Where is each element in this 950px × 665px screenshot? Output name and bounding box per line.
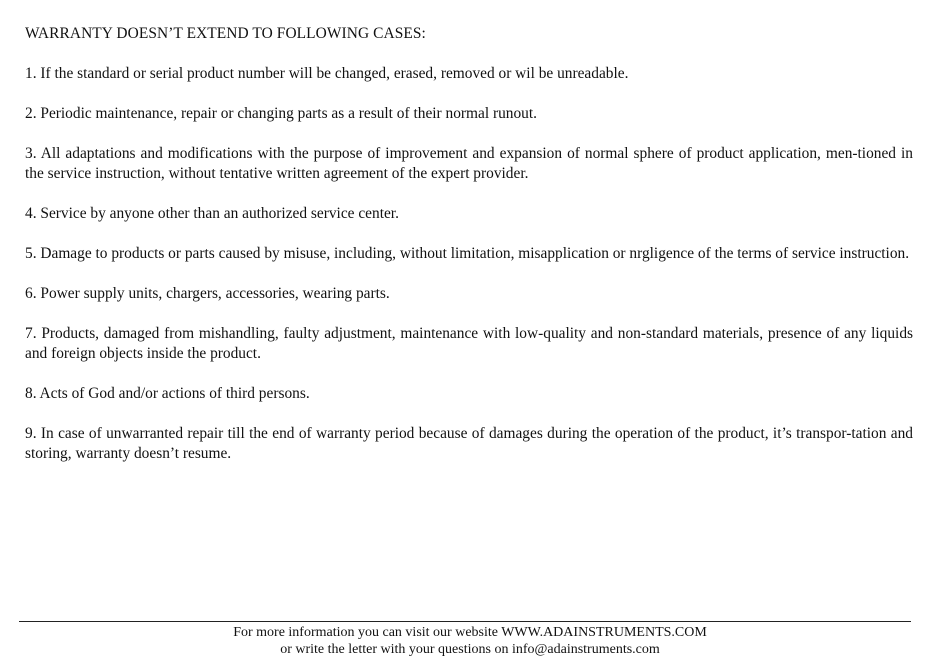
list-item: 6. Power supply units, chargers, accessories, wearing parts. (25, 285, 390, 302)
warranty-exclusions-list (25, 64, 913, 464)
warranty-heading: WARRANTY DOESN’T EXTEND TO FOLLOWING CASES: (25, 25, 426, 42)
list-item: 9. In case of unwarranted repair till the end of warranty period because of damages during the operation of the product, it’s transpor-tation and storing, warranty doesn’t resume. (25, 425, 913, 462)
warranty-document (25, 24, 913, 484)
footer-email-line: or write the letter with your questions on info@adainstruments.com (280, 642, 660, 657)
list-item: 4. Service by anyone other than an authorized service center. (25, 205, 399, 222)
list-item: 3. All adaptations and modifications with the purpose of improvement and expansion of normal sphere of product application, men-tioned in the service instruction, without tentative written agreement of the expert provider. (25, 145, 913, 182)
footer-divider (19, 621, 911, 622)
footer (0, 624, 940, 658)
list-item: 5. Damage to products or parts caused by misuse, including, without limitation, misapplication or nrgligence of the terms of service instruction. (25, 245, 910, 262)
list-item: 7. Products, damaged from mishandling, faulty adjustment, maintenance with low-quality and non-standard materials, presence of any liquids and foreign objects inside the product. (25, 325, 913, 362)
list-item: 1. If the standard or serial product number will be changed, erased, removed or wil be unreadable. (25, 65, 629, 82)
footer-website-line: For more information you can visit our website WWW.ADAINSTRUMENTS.COM (233, 625, 707, 640)
list-item: 2. Periodic maintenance, repair or changing parts as a result of their normal runout. (25, 105, 537, 122)
list-item: 8. Acts of God and/or actions of third persons. (25, 385, 310, 402)
